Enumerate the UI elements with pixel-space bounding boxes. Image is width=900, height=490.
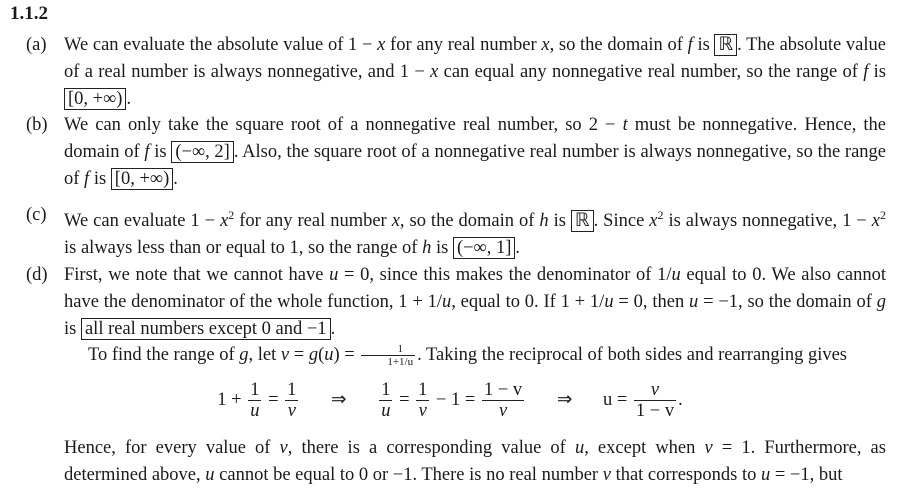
- item-c-text: We can evaluate $1 - x^2$ for any real number x, so the domain of h is ℝ . Since $x^2$ is always nonnegative, $1 - x^2$ is always less than or equal to 1, so the range of h is (−∞, 1] .: [64, 208, 886, 259]
- answer-box: ℝ: [571, 210, 594, 232]
- inline-fraction: $\frac{1}{1+1/u}$: [361, 343, 415, 368]
- item-label-a: (a): [26, 35, 47, 55]
- answer-box: (−∞, 1]: [453, 237, 515, 259]
- answer-box: [0, +∞): [111, 168, 173, 190]
- display-equation: 1 + $\frac{1}{u}$ = $\frac{1}{v}$ ⇒ $\frac{1}{u}$ = $\frac{1}{v}$ − 1 = $\frac{1 - v}{v}$ ⇒ u = $\frac{v}{1 - v}$ .: [217, 380, 683, 421]
- section-heading: 1.1.2: [10, 3, 48, 24]
- item-label-d: (d): [26, 265, 48, 285]
- item-label-c: (c): [26, 205, 47, 225]
- answer-box: ℝ: [714, 34, 737, 56]
- range-paragraph: To find the range of g, let v = g(u) = $\frac{1}{1+1/u}$ . Taking the reciprocal of both sides and rearranging gives: [88, 343, 847, 369]
- answer-box: [0, +∞): [64, 88, 126, 110]
- answer-box: (−∞, 2]: [171, 141, 233, 163]
- item-a-text: We can evaluate the absolute value of 1 − x for any real number x, so the domain of f is ℝ . The absolute value of a real number is always nonnegative, and 1 − x can equal any nonnegative real number, so the range of f is [0, +∞) .: [64, 35, 886, 109]
- conclusion-paragraph: Hence, for every value of v, there is a corresponding value of u, except when v = 1. Furthermore, as determined above, u cannot be equal to 0 or −1. There is no real number v that corresponds to u = −1, but: [64, 438, 886, 485]
- answer-box: all real numbers except 0 and −1: [81, 318, 331, 340]
- item-d-text: First, we note that we cannot have u = 0, since this makes the denominator of 1/u equal to 0. We also cannot have the denominator of the whole function, 1 + 1/u, equal to 0. If 1 + 1/u = 0, then u = −1, so the domain of g is all real numbers except 0 and −1 .: [64, 265, 887, 339]
- item-label-b: (b): [26, 115, 48, 135]
- implies-arrow: ⇒: [556, 389, 573, 410]
- item-b-text: We can only take the square root of a nonnegative real number, so 2 − t must be nonnegative. Hence, the domain of f is (−∞, 2] . Also, the square root of a nonnegative real number is always nonnegative, so the range of f is [0, +∞) .: [64, 115, 886, 189]
- implies-arrow: ⇒: [331, 389, 347, 410]
